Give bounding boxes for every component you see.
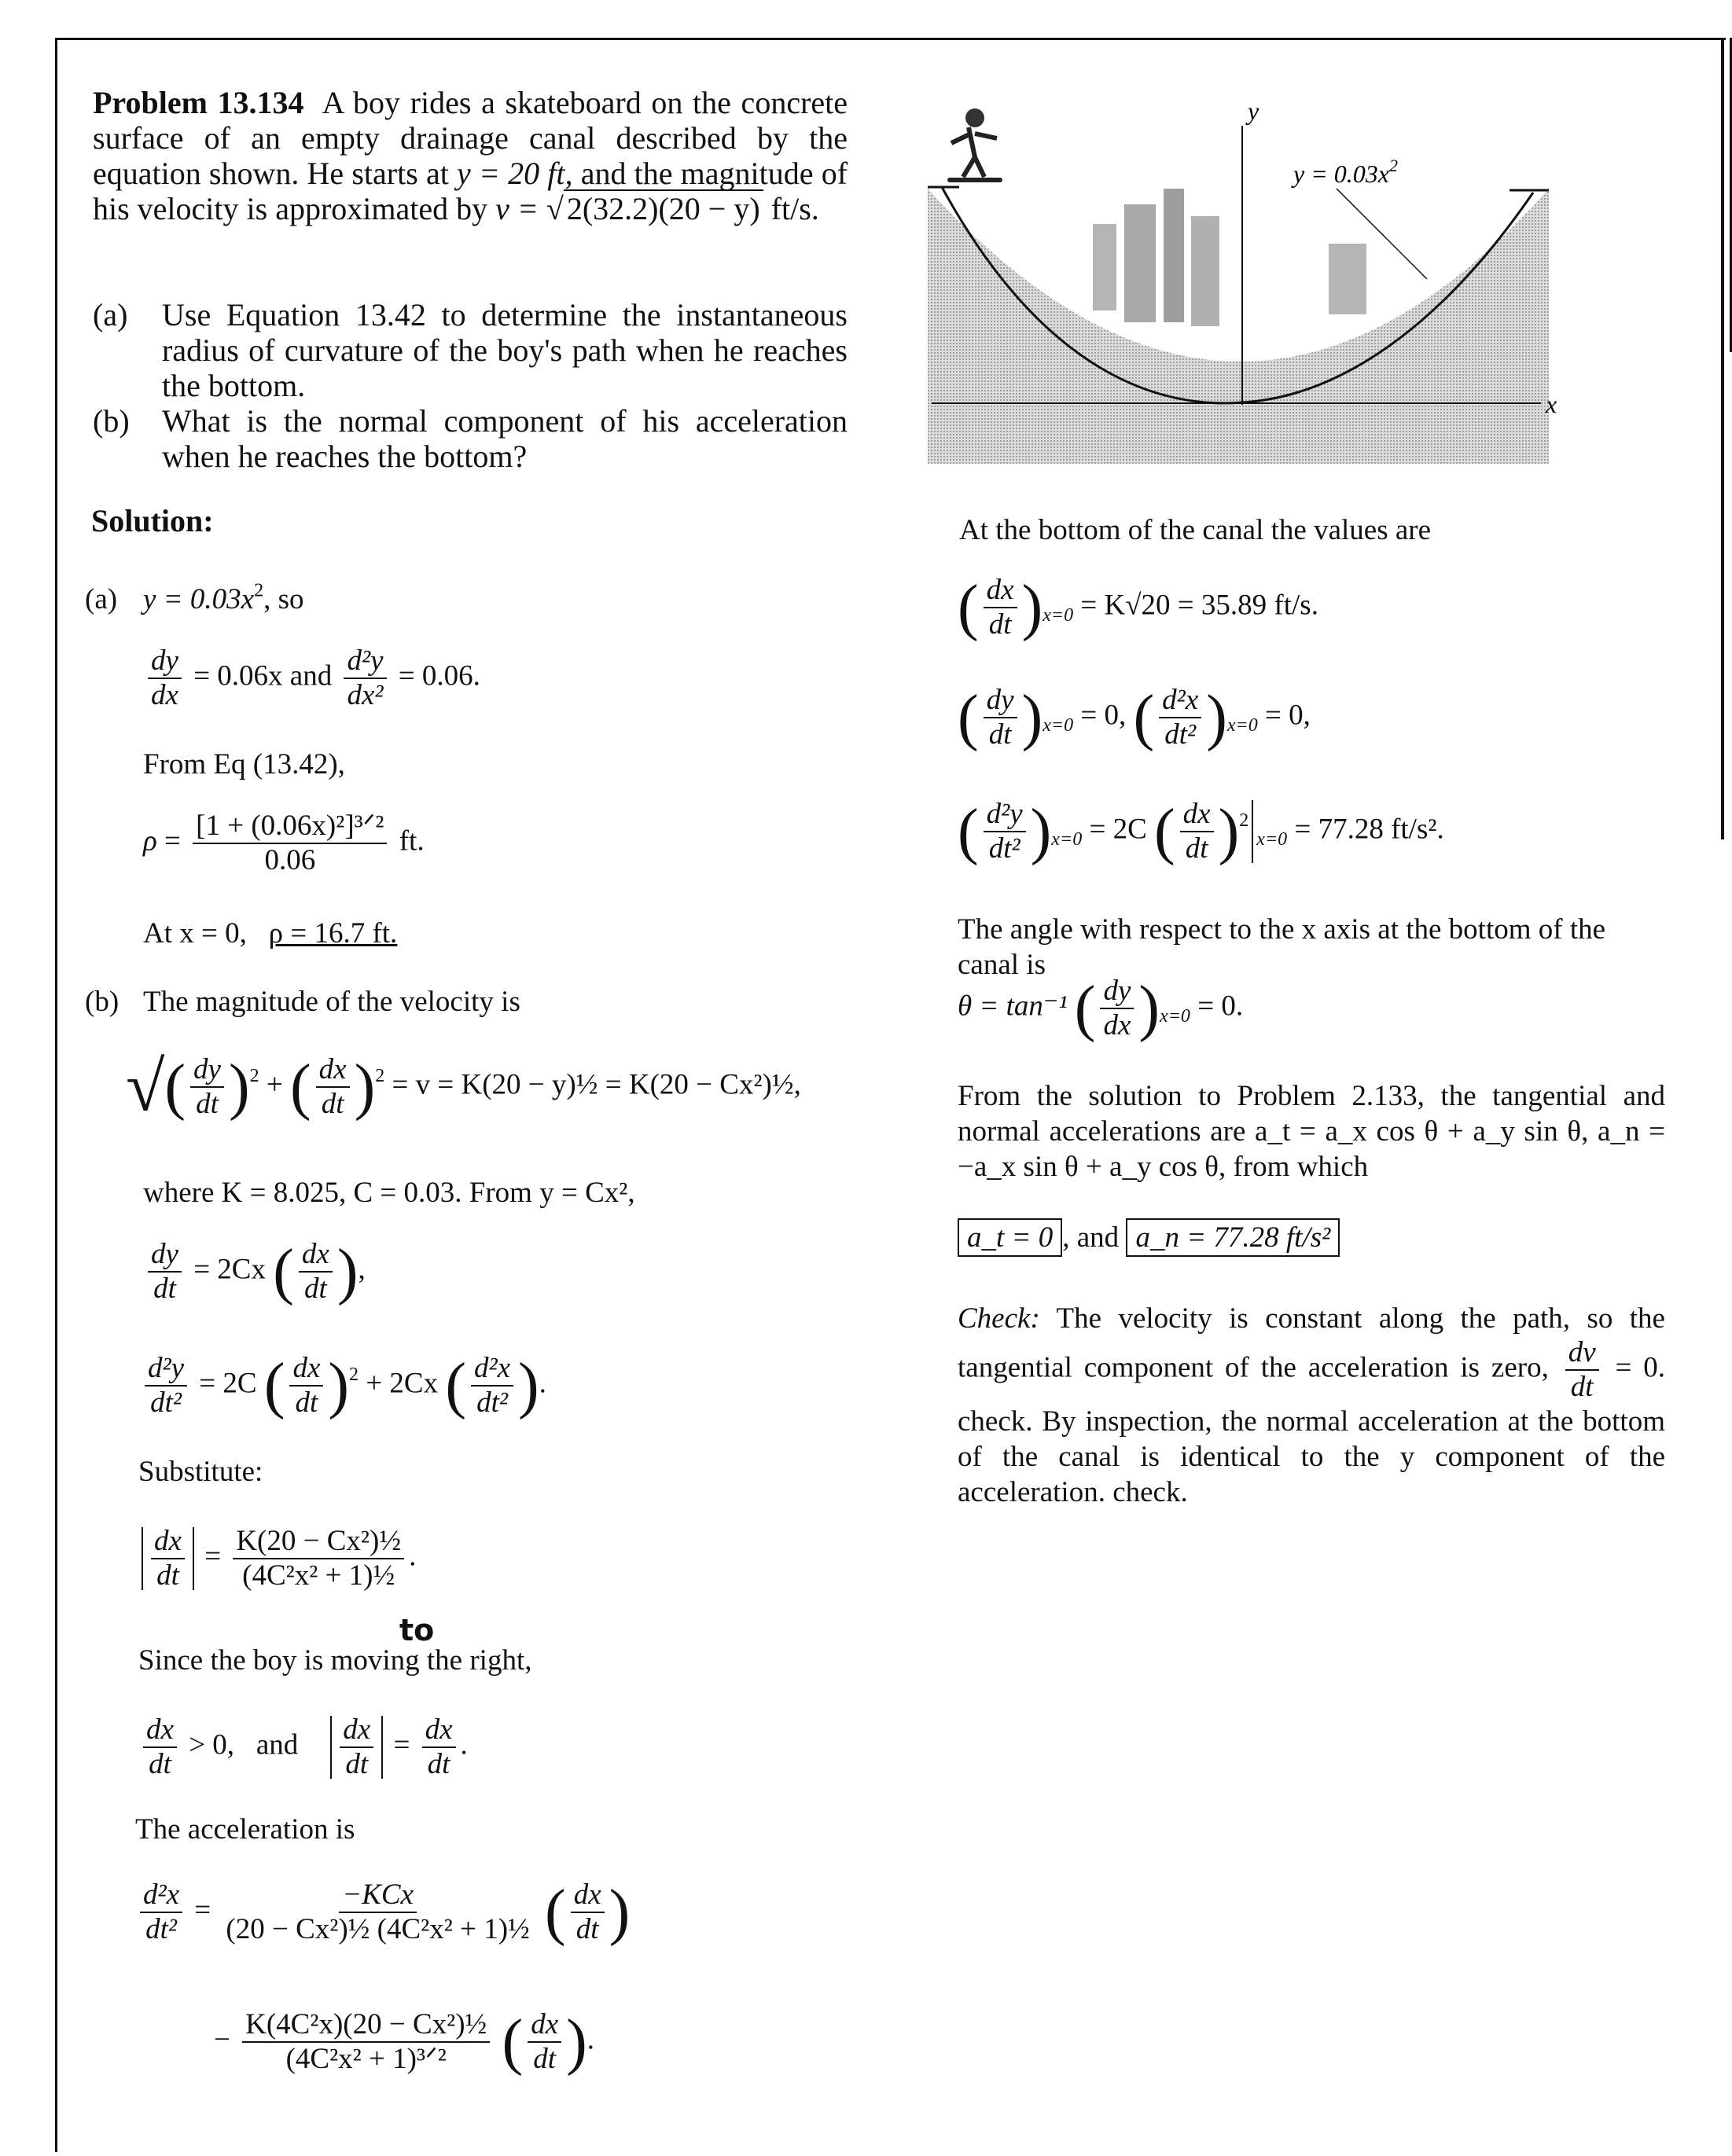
since-line: Since the boy is moving the right, — [138, 1644, 532, 1677]
page-border-left — [55, 38, 57, 2152]
problem-parts — [93, 297, 848, 474]
building — [1093, 224, 1116, 310]
statement-v: v = — [495, 191, 539, 226]
fig-curve-label: $y = 0.03x^2$ — [1293, 156, 1398, 188]
statement-unit: ft/s. — [770, 191, 819, 226]
fig-y-axis-label: y — [1248, 97, 1259, 125]
problem-statement: Problem 13.134 A boy rides a skateboard on the concrete surface of an empty drainage canal described by the equation shown. He starts at y = 20 ft, and the magnitude of his velocity is approximated by v = √ 2(32.2)(20 − y) ft/s. — [93, 85, 848, 226]
sol-b-label: (b) — [85, 986, 120, 1018]
accel-equation-2: − $\frac{\text{K(4C²x)(20 − Cx²)½}}{\text{(4C²x² + 1)³ᐟ²}}$ ( $\frac{dx}{dt}$ ). — [214, 2007, 595, 2077]
page-border-right — [1721, 38, 1724, 839]
rho-result-line: At x = 0, ρ = 16.7 ft. — [143, 917, 398, 949]
ground-fill — [928, 189, 1549, 464]
fig-x-axis-label: x — [1546, 390, 1557, 418]
building — [1191, 216, 1219, 326]
velocity-equation: √( $\frac{dy}{dt}$ )$^2$ + ( $\frac{dx}{dt}$ )$^2$ = v = K(20 − y)½ = K(20 − Cx²)½, — [126, 1048, 801, 1126]
dxdt-bottom-equation: ( $\frac{dx}{dt}$ )$_{x=0} = K√20 = 35.89$ ft/s. — [958, 573, 1318, 642]
statement-part-1: A boy rides a skateboard on the concrete surface of an empty drainage canal described by the equation shown. He starts at — [93, 85, 848, 191]
where-line: where K = 8.025, C = 0.03. From y = Cx², — [143, 1177, 635, 1209]
theta-equation: θ = tan⁻¹ ( $\frac{dy}{dx}$ )$_{x=0} = 0$. — [958, 974, 1244, 1043]
abs-dxdt-equation: $\frac{dx}{dt}$ = $\frac{\text{K(20 − Cx²)½}}{\text{(4C²x² + 1)½}}$ . — [138, 1525, 416, 1592]
substitute-line: Substitute: — [138, 1456, 263, 1488]
angle-intro: The angle with respect to the x axis at the bottom of the canal is — [958, 913, 1606, 981]
part-a-label: (a) — [93, 297, 128, 332]
from-eq-line: From Eq (13.42), — [143, 748, 345, 780]
at-result-box: a_t = 0 — [958, 1218, 1062, 1257]
rho-equation: ρ = $\frac{\text{[1 + (0.06x)²]³ᐟ²}}{0.06}$ ft. — [143, 810, 425, 876]
sol-b-intro: The magnitude of the velocity is — [143, 986, 520, 1018]
accel-intro: The acceleration is — [135, 1813, 355, 1846]
canal-figure — [928, 94, 1557, 464]
building — [1164, 189, 1184, 322]
from-solution-paragraph: From the solution to Problem 2.133, the tangential and normal accelerations are a_t = a_x cos θ + a_y sin θ, a_n = −a_x sin θ + a_y cos θ, from which — [958, 1080, 1665, 1183]
accel-equation-1: $\frac{\text{d²x}}{\text{dt²}}$ = $\frac{\text{−KCx}}{\text{(20 − Cx²)½ (4C²x² + 1)½}}$ ( $\frac{dx}{dt}$ ) — [135, 1879, 630, 1946]
check-paragraph: Check: The velocity is constant along the path, so the tangential component of the acceleration is zero, $\frac{dv}{dt}$ = 0. check. By inspection, the normal acceleration at the bottom of the canal is identical to the y component of the acceleration. check. — [958, 1302, 1666, 1508]
building — [1124, 204, 1156, 322]
d2ydt2-equation: $\frac{\text{d²y}}{\text{dt²}}$ = 2C ( $\frac{dx}{dt}$ )$^2$ + 2Cx ( $\frac{\text{d²x}}{\text{dt²}}$ ). — [140, 1352, 546, 1420]
statement-y: y = 20 ft, — [457, 156, 573, 191]
bottom-values-intro: At the bottom of the canal the values are — [959, 514, 1432, 546]
positive-dxdt-line: $\frac{dx}{dt}$ > 0, and $\frac{dx}{dt}$ = $\frac{dx}{dt}$ . — [138, 1713, 468, 1781]
problem-heading: Problem 13.134 — [93, 85, 304, 120]
skateboarder-icon — [947, 108, 1002, 182]
statement-part-2: and the magnitude of his velocity is approximated by — [93, 156, 848, 226]
handwritten-insertion: to — [399, 1613, 435, 1647]
part-b-label: (b) — [93, 403, 130, 439]
solution-heading: Solution: — [91, 503, 214, 538]
building — [1329, 244, 1366, 314]
part-b-text: What is the normal component of his acceleration when he reaches the bottom? — [162, 403, 848, 474]
d2ydt2-bottom-equation: ( $\frac{\text{d²y}}{\text{dt²}}$ )$_{x=0} = 2C$ ( $\frac{dx}{dt}$ )$^2_{x=0}$ = 77.28 ft/s². — [958, 797, 1444, 866]
boxed-results: a_t = 0 , and a_n = 77.28 ft/s² — [958, 1220, 1340, 1255]
part-b — [93, 403, 848, 474]
dydt-equation: $\frac{dy}{dt}$ = 2Cx ( $\frac{dx}{dt}$ ), — [143, 1238, 366, 1306]
page-border-top — [55, 38, 1726, 40]
dydt-bottom-equation: ( $\frac{dy}{dt}$ )$_{x=0} = 0$, ( $\frac{\text{d²x}}{\text{dt²}}$ )$_{x=0} = 0$, — [958, 683, 1311, 752]
statement-sqrt: 2(32.2)(20 − y) — [564, 189, 763, 226]
an-result-box: a_n = 77.28 ft/s² — [1126, 1218, 1340, 1257]
derivatives-line: $\frac{dy}{dx}$ = 0.06x and $\frac{\text{d²y}}{\text{dx²}}$ = 0.06. — [143, 645, 480, 712]
part-a — [93, 297, 848, 403]
sol-a-label: (a) — [85, 583, 118, 615]
part-a-text: Use Equation 13.42 to determine the instantaneous radius of curvature of the boy's path when he reaches the bottom. — [162, 297, 848, 403]
sol-a-line1: $y = 0.03x^2$, so — [143, 580, 304, 615]
